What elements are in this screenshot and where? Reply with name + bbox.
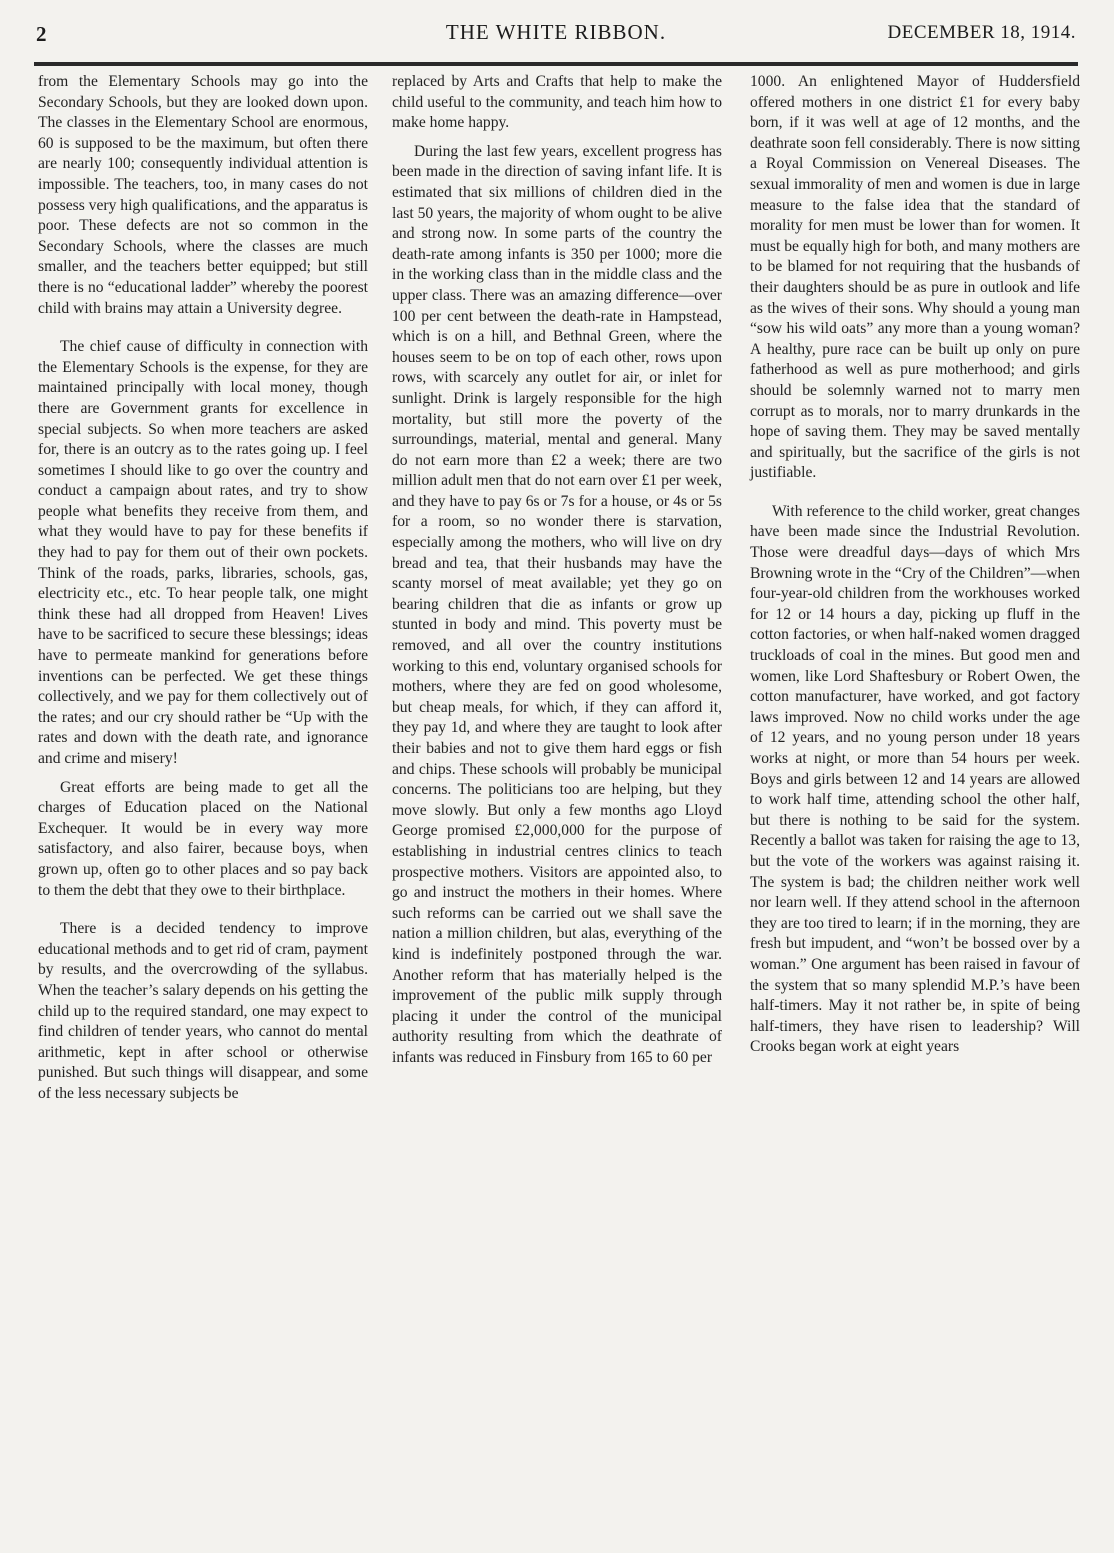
- paragraph: With reference to the child worker, great changes have been made since the Industrial Revolution. Those were dreadful days—days of which Mrs Browning wrote in the “Cry of the Children”—when four-year-old children from the workhouses worked for 12 or 14 hours a day, picking up fluff in the cotton factories, or when half-naked women dragged truckloads of coal in the mines. But good men and women, like Lord Shaftesbury or Robert Owen, the cotton manufacturer, have worked, and got factory laws improved. Now no child works under the age of 12 years, and no young person under 18 years works at night, or more than 54 hours per week. Boys and girls between 12 and 14 years are allowed to work half time, attending school the other half, but there is nothing to be said for the system. Recently a ballot was taken for raising the age to 13, but the vote of the workers was against raising it. The system is bad; the children neither work well nor learn well. If they attend school in the afternoon they are too tired to learn; if in the morning, they are fresh but impudent, and “won’t be bossed over by a woman.” One argument has been raised in favour of the system that so many splendid M.P.’s have been half-timers. May it not rather be, in spite of being half-timers, they have risen to leadership? Will Crooks began work at eight years: [750, 502, 1080, 1056]
- header-rule: [34, 62, 1078, 66]
- paragraph: The chief cause of difficulty in connection with the Elementary Schools is the expense, for they are maintained principally with local money, though there are Government grants for excellence in special subjects. So when more teachers are asked for, there is an outcry as to the rates going up. I feel sometimes I should like to go over the country and conduct a campaign about rates, and try to show people what benefits they receive from them, and what they would have to pay for these benefits if they had to pay for them out of their own pockets. Think of the roads, parks, libraries, schools, gas, electricity etc., etc. To hear people talk, one might think these had all dropped from Heaven! Lives have to be sacrificed to secure these blessings; ideas have to permeate mankind for generations before inventions can be perfected. We get these things collectively, and we pay for them collectively out of the rates; and our cry should rather be “Up with the rates and down with the death rate, and ignorance and crime and misery!: [38, 338, 368, 767]
- masthead-title: THE WHITE RIBBON.: [445, 20, 667, 44]
- paragraph: During the last few years, excellent progress has been made in the direction of saving infant life. It is estimated that six millions of children died in the last 50 years, the majority of whom ought to be alive and strong now. In some parts of the country the death-rate among infants is 350 per 1000; more die in the working class than in the middle class and the upper class. There was an amazing difference—over 100 per cent between the death-rate in Hampstead, which is on a hill, and Bethnal Green, where the houses seem to be on top of each other, rows upon rows, with scarcely any outlet for air, or inlet for sunlight. Drink is largely responsible for the high mortality, but still more the poverty of the surroundings, material, mental and general. Many do not earn more than £2 a week; there are two million adult men that do not earn over £1 per week, and they have to pay 6s or 7s for a house, or 4s or 5s for a room, so no wonder there is starvation, especially among the mothers, who will live on dry bread and tea, that their husbands may have the scanty morsel of meat available; yet they go on bearing children that die as infants or grow up stunted in body and mind. This poverty must be removed, and all over the country institutions working to this end, voluntary organised schools for mothers, where they are fed on good wholesome, but cheap meals, for which, if they can afford it, they pay 1d, and where they are taught to look after their babies and not to give them hard eggs or fish and chips. These schools will probably be municipal concerns. The politicians too are helping, but they move slowly. But only a few months ago Lloyd George promised £2,000,000 for the purpose of establishing in industrial centres clinics to teach prospective mothers. Visitors are appointed also, to go and instruct the mothers in their homes. Where such reforms can be carried out we shall save the nation a million children, but alas, everything of the kind is indefinitely postponed through the war. Another reform that has materially helped is the improvement of the public milk supply through placing it under the control of the municipal authority resulting from which the deathrate of infants was reduced in Finsbury from 165 to 60 per: [392, 142, 722, 1066]
- paragraph: replaced by Arts and Crafts that help to make the child useful to the community, and teach him how to make home happy.: [392, 73, 722, 132]
- page-number: 2: [36, 22, 47, 46]
- paragraph: There is a decided tendency to improve educational methods and to get rid of cram, payment by results, and the overcrowding of the syllabus. When the teacher’s salary depends on his getting the child up to the required standard, one may expect to find children of tender years, who cannot do mental arithmetic, kept in after school or otherwise punished. But such things will disappear, and some of the less necessary subjects be: [38, 920, 368, 1102]
- column-1: [38, 72, 368, 1113]
- page-header: [36, 18, 1076, 52]
- paragraph: Great efforts are being made to get all the charges of Education placed on the National Exchequer. It would be in every way more satisfactory, and also fairer, because boys, when grown up, often go to other places and so pay back to them the debt that they owe to their birthplace.: [38, 778, 368, 899]
- column-2: [392, 72, 722, 1077]
- column-3: [750, 72, 1080, 1066]
- paragraph: 1000. An enlightened Mayor of Huddersfield offered mothers in one district £1 for every baby born, if it was well at age of 12 months, and the deathrate soon fell considerably. There is now sitting a Royal Commission on Venereal Diseases. The sexual immorality of men and women is due in large measure to the false idea that the standard of morality for men must be lower than for women. It must be equally high for both, and many mothers are to be blamed for not requiring that the husbands of their daughters should be as pure in outlook and life as the wives of their sons. Why should a young man “sow his wild oats” any more than a young woman? A healthy, pure race can be built up only on pure fatherhood as well as pure motherhood; and girls should be solemnly warned not to marry men corrupt as to morals, nor to marry drunkards in the hope of saving them. They may be saved mentally and spiritually, but the sacrifice of the girls is not justifiable.: [750, 73, 1080, 482]
- paragraph: from the Elementary Schools may go into the Secondary Schools, but they are looked down upon. The classes in the Elementary School are enormous, 60 is supposed to be the maximum, but often there are nearly 100; consequently individual attention is impossible. The teachers, too, in many cases do not possess very high qualifications, and the apparatus is poor. These defects are not so common in the Secondary Schools, where the classes are much smaller, and the teachers better equipped; but still there is no “educational ladder” whereby the poorest child with brains may attain a University degree.: [38, 73, 368, 317]
- issue-date: DECEMBER 18, 1914.: [887, 22, 1076, 43]
